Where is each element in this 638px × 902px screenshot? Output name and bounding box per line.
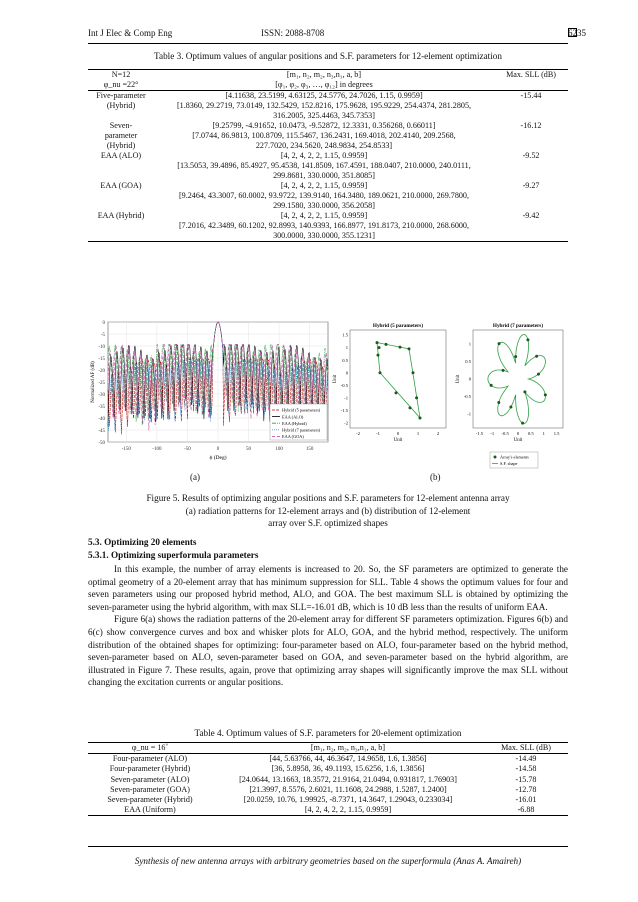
legend-entry: Array's elements [500,454,529,460]
table4-cell: [36, 5.8958, 36, 49.1193, 15.6256, 1.6, 1.3856] [271,764,425,774]
shape-plot-5-parameters [333,322,446,443]
table3-params-cell: [9.25799, -4.91652, 10.0473, -9.52872, 12.3331, 0.356268, 0.66011] [212,121,436,130]
table3-row [88,121,568,131]
page-number: 6235 [568,28,586,38]
table3-sll-cell [494,131,568,141]
table4-head-cell: Max. SLL (dB) [501,743,551,752]
legend-entry: EAA (Hybrid) [282,420,307,426]
table3-params-cell: [9.2464, 43.3007, 60.0002, 93.9722, 139.9140, 164.3480, 189.0621, 210.0000, 269.7800, [178,191,470,200]
y-tick-label: -35 [98,405,105,410]
table4-cell: Four-parameter (Hybrid) [109,764,191,774]
table3-head-cell [494,80,568,91]
y-tick-label: -20 [98,369,105,374]
x-axis-label: Unit [513,438,523,443]
table3-head-cell: [m₁, n₂, m₂, n₃,n₁, a, b] [286,70,362,79]
legend-entry: Hybrid (7 parameters) [282,427,321,433]
table3-method-cell: (Hybrid) [106,141,136,150]
table4-cell: -6.88 [517,805,535,815]
table3-sll-cell [494,221,568,231]
y-tick-label: 0 [345,370,348,376]
table3-method-cell [88,161,154,171]
table4-cell: [24.0644, 13.1663, 18.3572, 21.9164, 21.0494, 0.931817, 1.76903] [239,774,457,784]
y-tick-label: -40 [98,417,105,422]
table3-row [88,141,568,151]
y-axis-label: Unit [333,374,338,384]
table4-row [88,785,568,795]
table3-row [88,221,568,231]
y-tick-label: -1 [344,395,348,401]
running-header [88,28,586,42]
y-tick-label: 1.5 [342,332,348,338]
table3-sll-cell [494,201,568,211]
array-element-marker [544,393,547,396]
table4-cell: Four-parameter (ALO) [112,754,188,764]
radiation-pattern-plot [91,321,328,461]
y-tick-label: 1 [468,341,471,347]
array-element-marker [502,369,505,372]
legend-entry: EAA (ALO) [282,414,304,420]
array-element-marker [535,355,538,358]
y-axis-label: Normalized AF (dB) [91,361,96,403]
table3-row [88,211,568,221]
table4-cell: Seven-parameter (ALO) [110,774,190,784]
table3-caption: Table 3. Optimum values of angular positions and S.F. parameters for 12-element optimization [154,51,502,61]
array-element-marker [521,422,524,425]
y-tick-label: -0.5 [340,382,348,388]
x-tick-label: -1 [490,431,495,436]
table3-sll-cell [494,231,568,242]
table3-sll-cell: -9.42 [522,211,540,220]
table4-cell: [21.3997, 8.5576, 2.6021, 11.1608, 24.2988, 1.5287, 1.2400] [249,784,447,794]
table3-params-cell: [4, 2, 4, 2, 2, 1.15, 0.9959] [280,181,368,190]
y-tick-label: -5 [100,333,105,338]
table4-row [88,805,568,816]
table3-sll-cell: -9.52 [522,151,540,160]
section-heading: 5.3. Optimizing 20 elements [88,537,197,547]
table4-head-cell: [m₁, n₂, m₂, n₃,n₁, a, b] [310,743,386,752]
table4-cell: [4, 2, 4, 2, 2, 1.15, 0.9959] [304,805,392,815]
table4-caption: Table 4. Optimum values of S.F. parameters for 20-element optimization [194,728,462,738]
table3-params-cell: 316.2005, 325.4463, 345.7353] [273,111,375,120]
figure5-caption [88,492,568,530]
y-tick-label: -30 [98,393,105,398]
array-element-marker [399,346,402,349]
x-tick-label: 100 [275,447,283,452]
array-element-marker [537,373,540,376]
table3-sll-cell: -15.44 [520,91,542,100]
x-tick-label: 0 [396,431,400,436]
panel-b-label: (b) [430,472,441,482]
journal-name: Int J Elec & Comp Eng [88,28,173,38]
plot-frame [350,330,446,428]
table4-cell: -14.49 [515,754,537,764]
y-tick-label: -15 [98,357,105,362]
x-tick-label: -150 [121,447,131,452]
table4-cell: -15.78 [515,774,537,784]
table3-head-cell: N=12 [111,70,131,79]
subsection-heading: 5.3.1. Optimizing superformula parameters [88,550,259,560]
x-tick-label: 1.5 [553,431,560,436]
table3-method-cell: (Hybrid) [106,101,136,110]
figure5 [88,310,568,470]
table3-method-cell [88,231,154,242]
table3-head-cell: Max. SLL (dB) [506,70,556,79]
table3-sll-cell [494,161,568,171]
table3-params-cell: [7.0744, 86.9813, 100.8709, 115.5467, 136.2431, 169.4018, 202.4140, 209.2568, [192,131,456,140]
x-tick-label: 0 [216,447,220,452]
y-tick-label: -0.5 [463,394,471,400]
paragraph: Figure 6(a) shows the radiation patterns of the 20-element array for different SF parameters optimization. Figures 6(b) and 6(c) show convergence curves and box and whisker plots for ALO, GOA, and the hybrid method, respectively. The uniform distribution of the obtained shapes for optimizing: four-parameter based on ALO, four-parameter based on the hybrid method, seven-parameter based on ALO, seven-parameter based on GOA, and seven-parameter based on the hybrid algorithm, are illustrated in Figure 7. These results, again, prove that optimizing array shapes will significantly improve the max SLL without changing the excitation currents or angular positions. [88,614,568,688]
x-axis-label: Unit [393,438,403,443]
table3-params-cell: 299.1580, 330.0000, 356.2058] [273,201,375,210]
legend-marker [494,456,497,459]
table3-row [88,101,568,111]
y-tick-label: -1.5 [340,408,348,414]
shape-plot-title: Hybrid (5 parameters) [372,323,424,329]
y-tick-label: -45 [98,429,105,434]
array-element-marker [419,416,422,419]
y-tick-label: -10 [98,345,105,350]
table3-row [88,181,568,191]
table3-sll-cell [494,101,568,111]
array-element-marker [379,371,382,374]
table3 [88,69,568,242]
header-rule [88,43,568,44]
legend-entry: EAA (GOA) [282,434,304,440]
table3-params-cell: [4.11638, 23.5199, 4.63125, 24.5776, 24.7026, 1.15, 0.9959] [225,91,423,100]
table3-head-cell: [φ₁, φ₂, φ₃, …, φ₁₂] in degrees [275,80,373,89]
table3-head-row [88,70,568,81]
table3-method-cell: EAA (GOA) [100,181,142,190]
table3-row [88,231,568,242]
table3-method-cell [88,171,154,181]
table3-sll-cell: -16.12 [520,121,542,130]
x-tick-label: -1 [376,431,380,436]
table3-method-cell: Five-parameter [96,91,146,100]
x-tick-label: -0.5 [501,431,509,436]
x-tick-label: 150 [305,447,314,452]
table4-row [88,754,568,765]
table3-method-cell: EAA (Hybrid) [97,211,145,220]
x-tick-label: -100 [152,447,162,452]
array-element-marker [395,391,398,394]
table4-cell: -14.58 [515,764,537,774]
y-tick-label: 0.5 [465,359,471,365]
table4-cell: Seven-parameter (Hybrid) [107,795,193,805]
x-tick-label: -2 [356,431,360,436]
shape-plot-7-parameters [456,322,563,468]
table4-head-cell: φ_nu = 16˚ [131,743,169,752]
table3-sll-cell: -9.27 [522,181,540,190]
table4-row [88,795,568,805]
table3-row [88,191,568,201]
table3-head-cell: φ_nu =22° [103,80,139,89]
plot-frame [473,330,563,428]
table3-method-cell: EAA (ALO) [100,151,142,160]
table4 [88,742,568,816]
table3-row [88,131,568,141]
y-tick-label: 0 [102,321,105,326]
table3-row [88,91,568,102]
table3-params-cell: [4, 2, 4, 2, 2, 1.15, 0.9959] [280,211,368,220]
x-tick-label: 1 [542,431,545,436]
footer-rule [88,846,568,847]
x-axis-label: ϕ (Deg) [209,455,227,461]
figure5-caption-line: Figure 5. Results of optimizing angular positions and S.F. parameters for 12-element antenna array [146,493,510,503]
y-tick-label: -50 [98,441,105,446]
array-element-marker [415,396,418,399]
array-element-marker [377,354,380,357]
table3-params-cell: [1.8360, 29.2719, 73.0149, 132.5429, 152.8216, 175.9628, 195.9229, 254.4374, 281.2805, [176,101,472,110]
table3-sll-cell [494,141,568,151]
page-footer: Synthesis of new antenna arrays with arbitrary geometries based on the superformula (Anas A. Amaireh) [134,856,522,866]
legend-entry: S.F. shape [500,461,518,466]
table4-cell: -12.78 [515,784,537,794]
paragraph: In this example, the number of array elements is increased to 20. So, the SF parameters are optimized to generate the optimal geometry of a 20-element array that has minimum suppression for SLL. Table 4 shows the optimum values for four and seven parameters using our proposed hybrid method, ALO, and GOA. The best maximum SLL is obtained by optimizing the seven-parameter using the hybrid algorithm, with max SLL=-16.01 dB, which is 10 dB less than the results of uniform EAA. [88,564,568,612]
legend-entry: Hybrid (5 parameters) [282,407,321,413]
table3-method-cell: parameter [104,131,138,140]
shape-plot-title: Hybrid (7 parameters) [492,323,544,329]
panel-a-label: (a) [190,472,200,482]
table4-cell: Seven-parameter (GOA) [110,784,190,794]
x-tick-label: -1.5 [475,431,484,436]
array-element-marker [378,346,381,349]
array-element-marker [497,401,500,404]
x-tick-label: 2 [436,431,440,436]
array-element-marker [408,347,411,350]
x-tick-label: 0 [516,431,520,436]
table4-row [88,775,568,785]
table3-params-cell: [13.5053, 39.4896, 85.4927, 95.4538, 141.8509, 167.4591, 188.0407, 210.0000, 240.0111, [177,161,471,170]
y-axis-label: Unit [456,374,461,384]
table4-row [88,764,568,774]
table3-head-row [88,80,568,91]
array-element-marker [409,406,412,409]
table4-cell: EAA (Uniform) [124,805,176,815]
y-tick-label: -1 [467,411,471,417]
figure5-caption-line: (a) radiation patterns for 12-element arrays and (b) distribution of 12-element [185,505,471,516]
figure5-caption-line: array over S.F. optimized shapes [268,518,388,529]
table3-params-cell: [7.2016, 42.3489, 60.1202, 92.8993, 140.9393, 166.8977, 191.8173, 210.0000, 268.6000, [178,221,470,230]
table3-method-cell [88,191,154,201]
table4-head-row [88,743,568,754]
array-element-marker [523,390,526,393]
table3-params-cell: 227.7020, 234.5620, 248.9834, 254.8533] [255,141,393,150]
x-tick-label: 50 [246,447,252,452]
y-tick-label: 1 [345,345,348,351]
table3-row [88,161,568,171]
table4-cell: -16.01 [515,795,537,805]
table3-params-cell: 300.0000, 330.0000, 355.1231] [273,231,375,240]
x-tick-label: 1 [416,431,420,436]
table3-sll-cell [494,171,568,181]
array-element-marker [509,405,512,408]
array-element-marker [514,355,517,358]
array-element-marker [412,371,415,374]
table4-cell: [44, 5.63766, 44, 46.3647, 14.9658, 1.6, 1.3856] [269,754,427,764]
y-tick-label: -2 [344,420,348,426]
y-tick-label: -25 [98,381,105,386]
array-element-marker [376,341,379,344]
table3-params-cell: [4, 2, 4, 2, 2, 1.15, 0.9959] [280,151,368,160]
table3-method-cell: Seven- [109,121,133,130]
table3-row [88,171,568,181]
table3-row [88,151,568,161]
x-tick-label: -50 [184,447,191,452]
array-element-marker [526,338,529,341]
table3-row [88,201,568,211]
array-element-marker [490,384,493,387]
table3-row [88,111,568,121]
array-element-marker [385,343,388,346]
table3-method-cell [88,201,154,211]
table3-sll-cell [494,191,568,201]
table3-method-cell [88,221,154,231]
issn: ISSN: 2088-8708 [261,28,325,38]
array-element-marker [498,342,501,345]
y-tick-label: 0 [468,376,471,382]
table3-sll-cell [494,111,568,121]
table3-method-cell [88,111,154,121]
table4-cell: [20.0259, 10.76, 1.99925, -8.7371, 14.3647, 1.29043, 0.233034] [243,795,453,805]
body-text [88,563,568,689]
y-tick-label: 0.5 [342,357,348,363]
x-tick-label: 0.5 [527,431,534,436]
table3-params-cell: 299.8681, 330.0000, 351.8085] [273,171,375,180]
